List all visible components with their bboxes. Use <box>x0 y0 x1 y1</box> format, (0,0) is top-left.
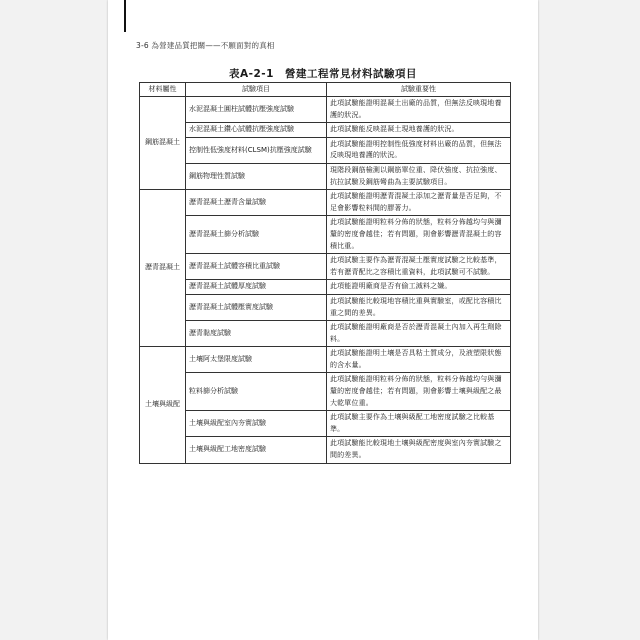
importance-cell: 此項試驗能證明瀝青混凝土添加之瀝青量是否足夠，不足會影響粒料間的膠著力。 <box>327 190 511 216</box>
column-header-material: 材料屬性 <box>140 83 186 97</box>
test-item-cell: 粒料篩分析試驗 <box>186 373 327 411</box>
test-item-cell: 瀝青混凝土試體壓實度試驗 <box>186 294 327 320</box>
category-cell: 瀝青混凝土 <box>140 190 186 347</box>
importance-cell: 此項試驗主要作為瀝青混凝土壓實度試驗之比較基準，若有瀝青配比之容積比重資料，此項試驗可不試驗。 <box>327 254 511 280</box>
table-header-row <box>140 83 511 97</box>
table-row <box>140 321 511 347</box>
table-row <box>140 347 511 373</box>
table-row <box>140 437 511 463</box>
test-item-cell: 瀝青混凝土試體容積比重試驗 <box>186 254 327 280</box>
table-row <box>140 411 511 437</box>
importance-cell: 現階段鋼筋檢測以鋼筋單位重、降伏強度、抗拉強度、抗拉試驗及鋼筋彎曲為主要試驗項目。 <box>327 163 511 189</box>
table-row <box>140 190 511 216</box>
table-row <box>140 280 511 295</box>
column-header-test-item: 試驗項目 <box>186 83 327 97</box>
table-row <box>140 123 511 138</box>
importance-cell: 此項試驗主要作為土壤與級配工地密度試驗之比較基準。 <box>327 411 511 437</box>
test-item-cell: 瀝青混凝土瀝青含量試驗 <box>186 190 327 216</box>
importance-cell: 此項試驗能比較現地容積比重與實驗室，或配比容積比重之間的差異。 <box>327 294 511 320</box>
category-cell: 鋼筋混凝土 <box>140 97 186 190</box>
importance-cell: 此項試驗能反映混凝土現地養護的狀況。 <box>327 123 511 138</box>
importance-cell: 此項試驗能證明土壤是否具粘土質成分，及液塑限狀態的含水量。 <box>327 347 511 373</box>
table-row <box>140 137 511 163</box>
table-row <box>140 97 511 123</box>
importance-cell: 此項試驗能證明粒料分佈的狀態，粒料分佈越均勻與瀰釐的密度會越佳；若有問題，則會影響土壤與級配之最大乾單位重。 <box>327 373 511 411</box>
importance-cell: 此項試驗能比較現地土壤與級配密度與室內夯實試驗之間的差異。 <box>327 437 511 463</box>
test-item-cell: 土壤與級配室內夯實試驗 <box>186 411 327 437</box>
importance-cell: 此項能證明廠商是否有偷工減料之嫌。 <box>327 280 511 295</box>
table-row <box>140 163 511 189</box>
table-row <box>140 254 511 280</box>
running-header: 3-6 為營建品質把關——不願面對的真相 <box>136 41 275 50</box>
test-item-cell: 控制性低強度材料(CLSM)抗壓強度試驗 <box>186 137 327 163</box>
test-item-cell: 鋼筋物理性質試驗 <box>186 163 327 189</box>
category-cell: 土壤與級配 <box>140 347 186 463</box>
importance-cell: 此項試驗能證明粒料分佈的狀態，粒料分佈越均勻與瀰釐的密度會越佳；若有問題，則會影響瀝青混凝土的容積比重。 <box>327 216 511 254</box>
test-item-cell: 水泥混凝土鑽心試體抗壓強度試驗 <box>186 123 327 138</box>
test-item-cell: 水泥混凝土圓柱試體抗壓強度試驗 <box>186 97 327 123</box>
table-title: 表A-2-1 營建工程常見材料試驗項目 <box>229 68 417 80</box>
page-edge-mark <box>124 0 126 32</box>
test-item-cell: 土壤阿太堡限度試驗 <box>186 347 327 373</box>
importance-cell: 此項試驗能證明混凝土出廠的品質，但無法反映現地養護的狀況。 <box>327 97 511 123</box>
table-row <box>140 373 511 411</box>
importance-cell: 此項試驗能證明廠商是否於瀝青混凝土內加入再生劑除料。 <box>327 321 511 347</box>
test-item-cell: 瀝青黏度試驗 <box>186 321 327 347</box>
importance-cell: 此項試驗能證明控制性低強度材料出廠的品質，但無法反映現地養護的狀況。 <box>327 137 511 163</box>
test-item-cell: 瀝青混凝土篩分析試驗 <box>186 216 327 254</box>
materials-test-table <box>139 82 511 464</box>
column-header-importance: 試驗重要性 <box>327 83 511 97</box>
test-item-cell: 瀝青混凝土試體厚度試驗 <box>186 280 327 295</box>
table-row <box>140 216 511 254</box>
test-item-cell: 土壤與級配工地密度試驗 <box>186 437 327 463</box>
table-row <box>140 294 511 320</box>
